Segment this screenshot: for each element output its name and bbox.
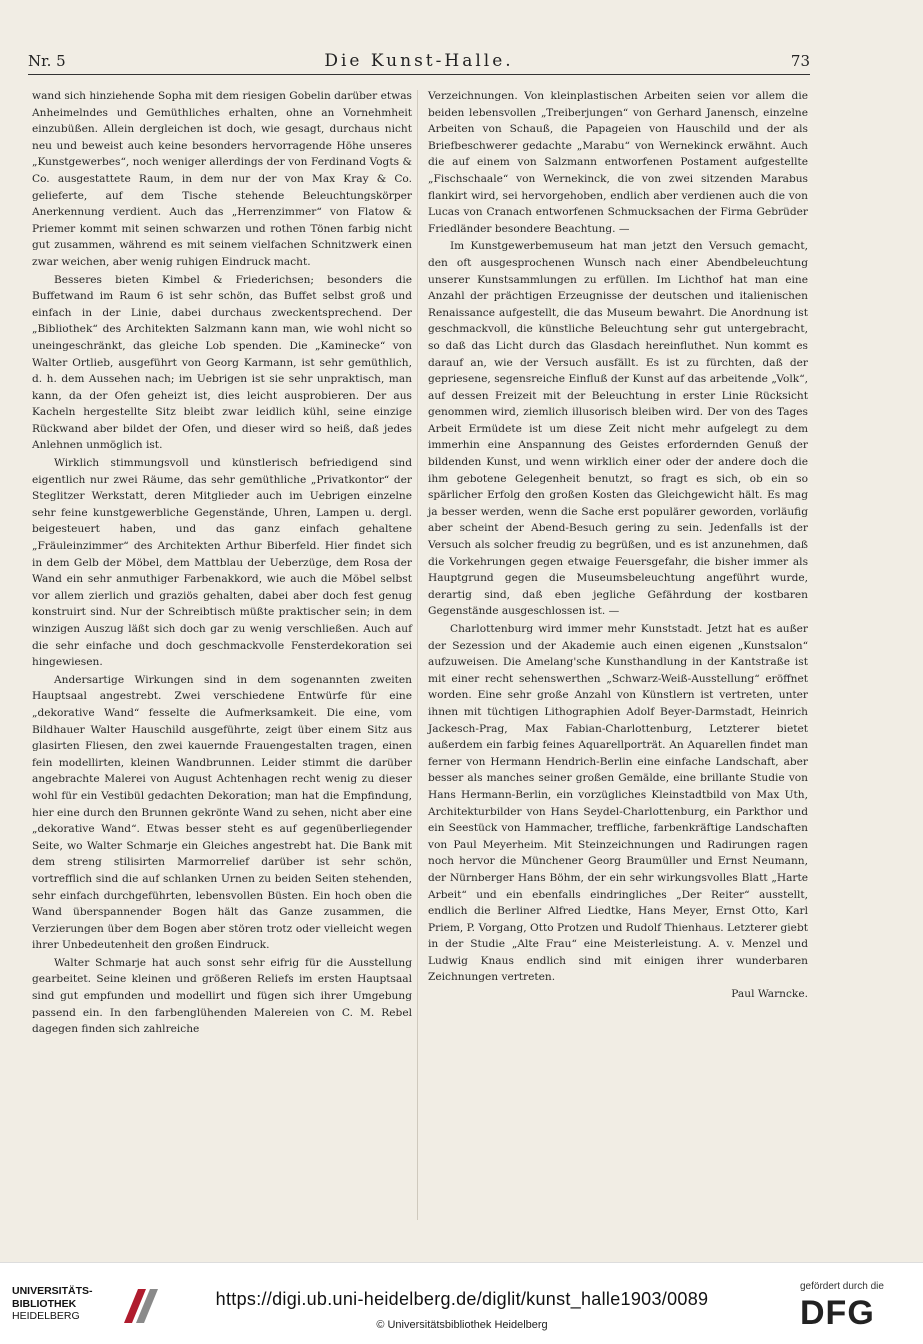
paragraph: Besseres bieten Kimbel & Friederichsen; besonders die Buffetwand im Raum 6 ist sehr schön, das Buffet selbst groß und einfach in der Linie, dabei durchaus zweckentsprechend. Der „Bibliothek“ des Architekten Salzmann kann man, wie wohl nicht so uneingeschränkt, das gleiche Lob spenden. Die „Kaminecke“ von Walter Ortlieb, ausgeführt von Georg Karmann, ist sehr gemüthlich, d. h. dem Aussehen nach; im Uebrigen ist sie sehr unpraktisch, man kann, da der Ofen geheizt ist, dies leicht ausprobieren. Der aus Kacheln hergestellte Sitz bleibt zwar leidlich kühl, seine einzige Rückwand aber bildet der Ofen, und dieser wird so heiß, daß jedes Anlehnen unmöglich ist. xyxy=(32,273,412,452)
library-name xyxy=(12,1285,93,1323)
library-city: HEIDELBERG xyxy=(12,1310,80,1322)
paragraph: wand sich hinziehende Sopha mit dem riesigen Gobelin darüber etwas Anheimelndes und Gemüthliches erhalten, ohne an Vornehmheit einzubüßen. Allein dergleichen ist doch, wie gesagt, durchaus nicht neu und beweist auch keine besonders hervorragende Höhe unseres „Kunstgewerbes“, noch weniger allerdings der von Ferdinand Vogts & Co. ausgestattete Raum, in dem nur der von Max Kray & Co. gelieferte, auf dem Tische stehende Beleuchtungskörper Anerkennung verdient. Auch das „Herrenzimmer“ von Flatow & Priemer kommt mit seinen schwarzen und rothen Tönen farbig nicht gut zusammen, während es mit seinem vielfachen Schnitzwerk einen zwar weichen, aber wenig ruhigen Eindruck macht. xyxy=(32,90,412,268)
library-name-line1: UNIVERSITÄTS- xyxy=(12,1285,93,1297)
library-logo[interactable] xyxy=(12,1285,202,1335)
running-header xyxy=(28,48,810,75)
left-column xyxy=(32,88,412,1039)
issue-number: Nr. 5 xyxy=(28,52,66,70)
column-divider xyxy=(417,90,418,1220)
author-signature: Paul Warncke. xyxy=(731,988,808,1001)
paragraph: Walter Schmarje hat auch sonst sehr eifrig für die Ausstellung gearbeitet. Seine kleinen und größeren Reliefs im ersten Hauptsaal sind gut empfunden und modellirt und fügen sich ihrer Umgebung passend ein. In den farbenglühenden Malereien von C. M. Rebel dagegen finden sich zahlreiche xyxy=(32,956,412,1036)
page-number: 73 xyxy=(790,52,810,70)
right-column xyxy=(428,88,808,1003)
dfg-funding[interactable] xyxy=(800,1281,910,1341)
paragraph: Andersartige Wirkungen sind in dem sogenannten zweiten Hauptsaal angestrebt. Zwei verschiedene Entwürfe für eine „dekorative Wand“ fesselte die Aufmerksamkeit. Die eine, vom Bildhauer Walter Hauschild ausgeführte, zeigt über einem Sitz aus glasirten Fliesen, den zwei kauernde Frauengestalten tragen, einen fein modellirten, kleinen Wandbrunnen. Leider stimmt die darüber angebrachte Malerei von August Achtenhagen recht wenig zu dieser wohl für ein Vestibül gedachten Dekoration; man hat die Empfindung, hier eine durch den Brunnen gekrönte Wand zu sehen, nicht aber eine „dekorative Wand“. Etwas besser steht es auf gegenüberliegender Seite, wo Walter Schmarje ein Gleiches angestrebt hat. Die Bank mit dem streng stilisirten Marmorrelief darüber ist sehr schön, vortrefflich sind die auf schlanken Urnen zu beiden Seiten stehenden, sehr einfach durchgeführten, lebensvollen Büsten. Ein hoch oben die Wand überspannender Bogen hält das Ganze zusammen, die Verzierungen über dem Bogen aber stören trotz oder vielleicht wegen ihrer Unbedeutenheit den großen Eindruck. xyxy=(32,673,412,952)
paragraph: Charlottenburg wird immer mehr Kunststadt. Jetzt hat es außer der Sezession und der Akademie auch einen eigenen „Kunstsalon“ aufzuweisen. Die Amelang'sche Kunsthandlung in der Kantstraße ist mit einer recht sehenswerthen „Schwarz-Weiß-Ausstellung“ eröffnet worden. Eine sehr große Anzahl von Künstlern ist vertreten, unter ihnen mit tüchtigen Lithographien Adolf Beyer-Darmstadt, Heinrich Jackesch-Prag, Max Fabian-Charlottenburg, Letzterer bietet außerdem ein farbig feines Aquarellporträt. An Aquarellen findet man ferner von Hermann Hendrich-Berlin eine einfache Landschaft, aber besser als manches seiner großen Gemälde, eine brillante Studie von Hans Hermann-Berlin, ein vorzügliches Kleinstadtbild von Max Uth, Architekturbilder von Hans Seydel-Charlottenburg, ein Parkthor und ein Seestück von Hammacher, treffliche, farbenkräftige Landschaften von Paul Meyerheim. Mit Steinzeichnungen und Radirungen ragen noch hervor die Münchener Georg Braumüller und Ernst Neumann, der Nürnberger Hans Böhm, der ein sehr wirkungsvolles Blatt „Harte Arbeit“ und ein ebenfalls eindringliches „Der Reiter“ ausstellt, endlich die Berliner Alfred Liedtke, Hans Meyer, Ernst Otto, Karl Priem, P. Vorgang, Otto Protzen und Rudolf Thienhaus. Letzterer giebt in der Studie „Alte Frau“ eine Meisterleistung. A. v. Menzel und Ludwig Knaus endlich sind mit einigen ihrer wunderbaren Zeichnungen vertreten. xyxy=(428,623,808,984)
journal-title: Die Kunst-Halle. xyxy=(324,51,514,71)
viewer-footer xyxy=(0,1262,923,1344)
paragraph: Verzeichnungen. Von kleinplastischen Arbeiten seien vor allem die beiden lebensvollen „Treiberjungen“ von Gerhard Janensch, einzelne Arbeiten von Schauß, die Papageien von Hauschild und der als Briefbeschwerer gedachte „Marabu“ von Wernekinck erwähnt. Auch die auf einem von Salzmann entworfenen Postament aufgestellte „Fischschaale“ von Wernekinck, die von zwei sitzenden Marabus flankirt wird, sei hervorgehoben, endlich aber verdienen auch die von Lucas von Cranach entworfenen Schmucksachen der Firma Gebrüder Friedländer besondere Beachtung. — xyxy=(428,90,808,235)
library-name-line2: BIBLIOTHEK xyxy=(12,1297,77,1310)
dfg-logo: DFG xyxy=(800,1294,875,1332)
paragraph: Wirklich stimmungsvoll und künstlerisch befriedigend sind eigentlich nur zwei Räume, das sehr gemüthliche „Privatkontor“ der Steglitzer Werkstatt, deren Mitglieder auch im Uebrigen einzelne sehr feine kunstgewerbliche Gegenstände, Uhren, Lampen u. dergl. beigesteuert haben, und das ganz einfach gehaltene „Fräuleinzimmer“ des Architekten Arthur Biberfeld. Hier findet sich in dem Gelb der Möbel, dem Mattblau der Ueberzüge, dem Rosa der Wand ein sehr anmuthiger Farbenakkord, wie auch die Möbel selbst vor allem zierlich und graziös gehalten, dabei aber doch fest genug konstruirt sind. Nur der Schreibtisch müßte praktischer sein; in dem winzigen Auszug läßt sich doch gar zu wenig verschließen. Auch auf die sehr einfache und doch geschmackvolle Fensterdekoration sei hingewiesen. xyxy=(32,457,412,669)
library-emblem-icon xyxy=(120,1285,166,1325)
funding-caption: gefördert durch die xyxy=(800,1281,884,1292)
permalink-url[interactable]: https://digi.ub.uni-heidelberg.de/diglit/kunst_halle1903/0089 xyxy=(215,1289,709,1309)
copyright-notice: © Universitätsbibliothek Heidelberg xyxy=(376,1319,548,1331)
paragraph: Im Kunstgewerbemuseum hat man jetzt den Versuch gemacht, den oft ausgesprochenen Wunsch nach einer Abendbeleuchtung unserer Kunstsammlungen zu erfüllen. Im Lichthof hat man eine Anzahl der prächtigen Erzeugnisse der deutschen und italienischen Renaissance aufgestellt, die das Museum bewahrt. Die Anordnung ist geschmackvoll, die künstliche Beleuchtung sehr gut untergebracht, so daß das Licht durch das Glasdach hereinfluthet. Nun kommt es darauf an, wie der Versuch ausfällt. Es ist zu fürchten, daß der gepriesene, segensreiche Einfluß der Kunst auf das arbeitende „Volk“, auf dessen Freizeit mit der Beleuchtung in erster Linie Rücksicht genommen wird, ziemlich illusorisch bleiben wird. Der von des Tages Arbeit Ermüdete ist um diese Zeit nicht mehr aufgelegt zu dem immerhin eine Anspannung des Geistes erfordernden Genuß der bildenden Kunst, und wenn wirklich einer oder der andere doch die ihm gebotene Gelegenheit benutzt, so fragt es sich, ob ein so spärlicher Erfolg den großen Kosten das Gleichgewicht hält. Es mag ja besser werden, wenn die Sache erst populärer geworden, vorläufig aber scheint der Abend-Besuch gering zu sein. Jedenfalls ist der Versuch als solcher freudig zu begrüßen, und es ist anzunehmen, daß die Vorkehrungen gegen etwaige Feuersgefahr, die bisher immer als Hauptgrund gegen die Museumsbeleuchtung angeführt wurde, derartig sind, daß eben jegliche Gefährdung der kostbaren Gegenstände ausgeschlossen ist. — xyxy=(428,240,808,618)
